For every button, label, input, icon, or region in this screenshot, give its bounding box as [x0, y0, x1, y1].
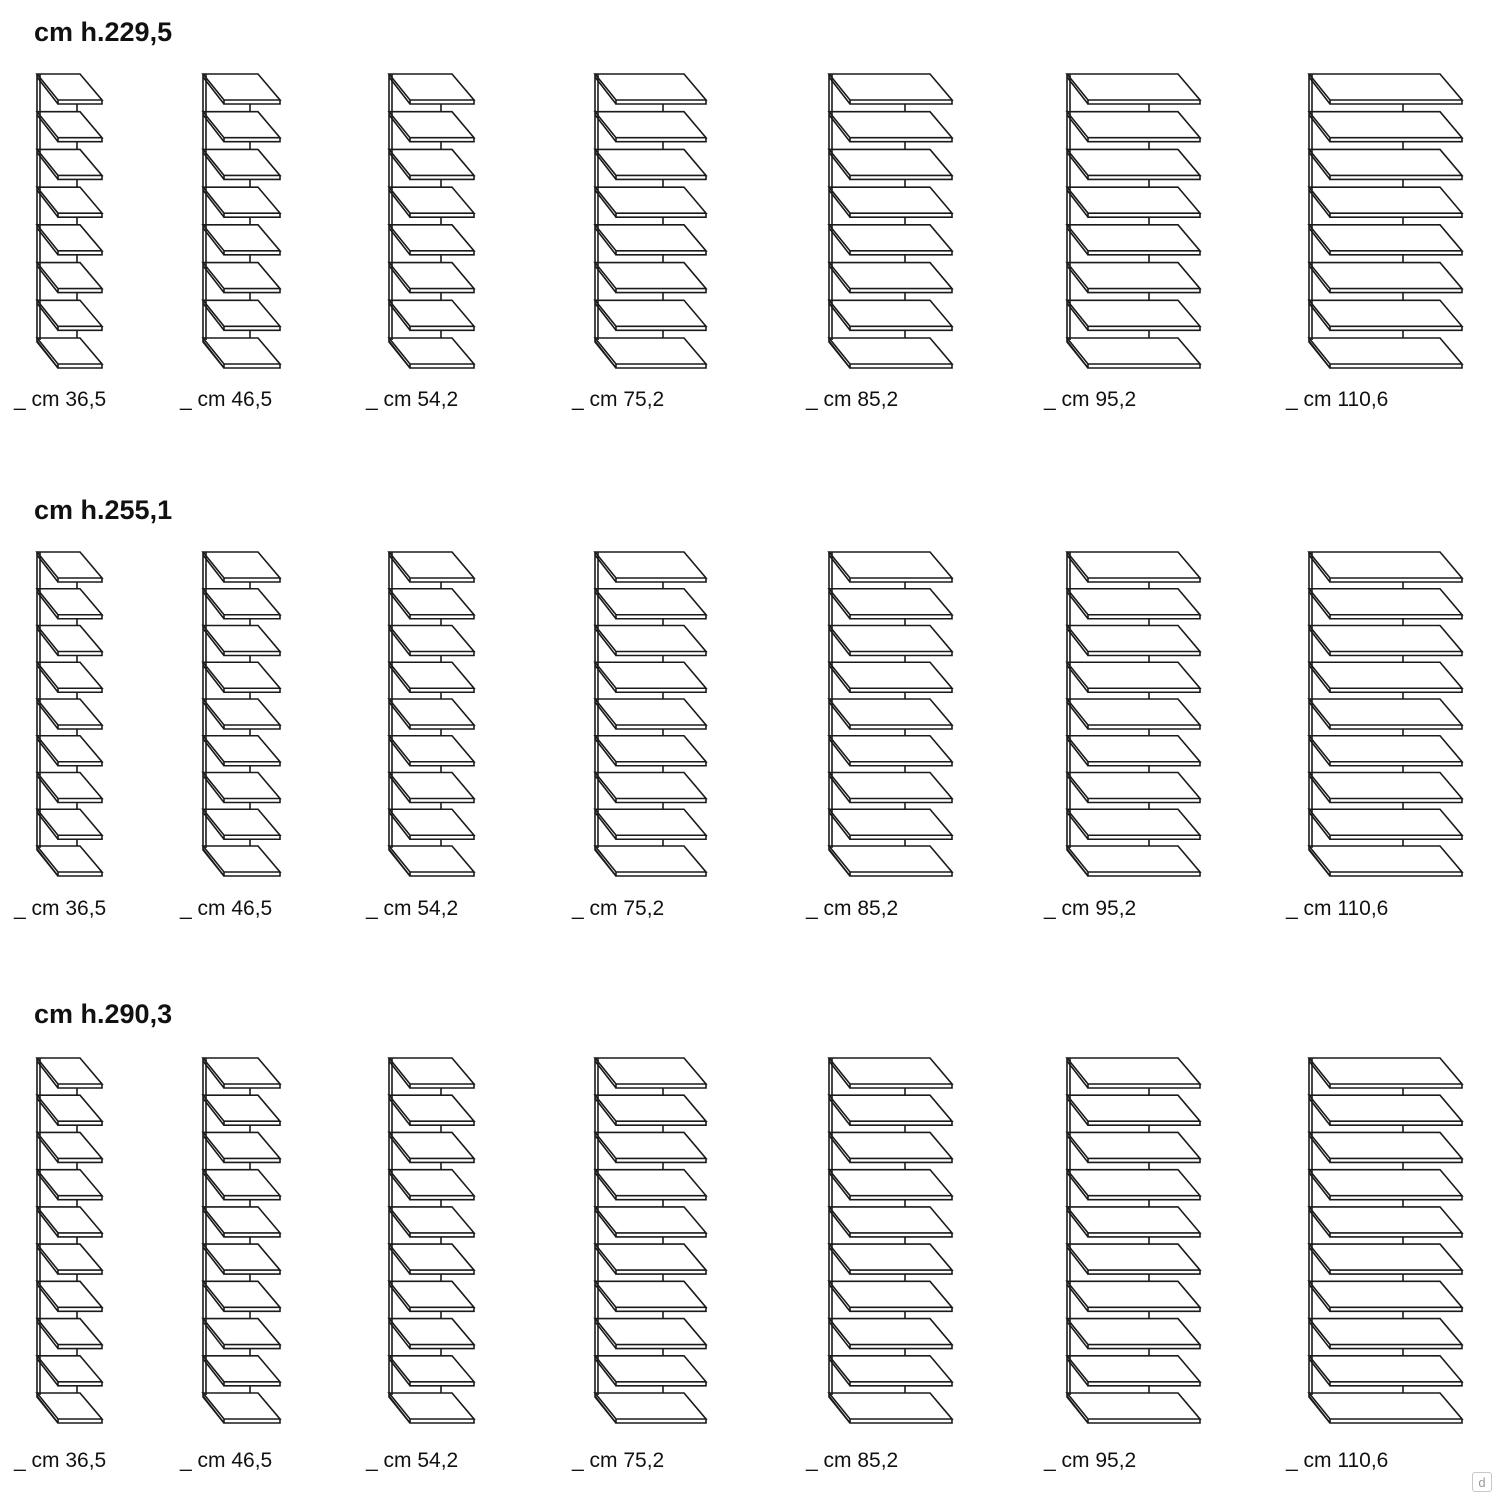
shelf-board	[595, 846, 706, 876]
shelf-board	[389, 1281, 474, 1311]
shelf-board	[37, 263, 102, 293]
shelf-unit-drawing	[388, 494, 478, 880]
shelf-board	[1067, 1281, 1200, 1311]
shelf-board	[595, 699, 706, 729]
shelf-board	[1309, 1170, 1462, 1200]
shelf-board	[203, 263, 280, 293]
shelf-frame	[203, 74, 280, 368]
shelf-board	[203, 1281, 280, 1311]
shelf-board	[389, 1058, 474, 1088]
shelf-board	[203, 338, 280, 368]
unit-width-label: _ cm 95,2	[1044, 897, 1137, 920]
shelf-board	[203, 1319, 280, 1349]
shelf-board	[37, 1132, 102, 1162]
shelf-board	[595, 773, 706, 803]
unit-width-label: _ cm 95,2	[1044, 1449, 1137, 1472]
shelf-unit-drawing	[388, 16, 478, 372]
shelf-board	[203, 1393, 280, 1423]
shelf-board	[1309, 809, 1462, 839]
shelf-frame	[203, 1058, 280, 1423]
shelf-board	[595, 1244, 706, 1274]
unit-width-label: _ cm 110,6	[1286, 1449, 1389, 1472]
shelf-board	[1309, 149, 1462, 179]
shelf-board	[1309, 187, 1462, 217]
shelf-frame	[389, 1058, 474, 1423]
shelf-board	[37, 1058, 102, 1088]
section-h290	[0, 998, 1500, 1478]
shelf-board	[203, 699, 280, 729]
shelf-board	[1309, 773, 1462, 803]
shelf-board	[1309, 300, 1462, 330]
section-title: cm h.290,3	[34, 999, 173, 1029]
unit-width-label: _ cm 75,2	[572, 1449, 665, 1472]
shelf-board	[203, 1207, 280, 1237]
shelf-board	[829, 699, 952, 729]
shelf-board	[37, 1393, 102, 1423]
shelf-frame	[829, 552, 952, 876]
shelf-board	[1309, 1393, 1462, 1423]
shelf-board	[389, 187, 474, 217]
shelf-unit-drawing	[36, 16, 106, 372]
shelf-board	[37, 1170, 102, 1200]
shelf-board	[389, 300, 474, 330]
shelf-board	[1067, 1095, 1200, 1125]
shelf-board	[37, 1319, 102, 1349]
shelf-frame	[389, 74, 474, 368]
shelf-board	[1067, 112, 1200, 142]
shelf-board	[389, 773, 474, 803]
shelf-board	[829, 846, 952, 876]
shelf-board	[595, 1207, 706, 1237]
unit-width-label: _ cm 46,5	[180, 388, 273, 411]
shelf-board	[203, 149, 280, 179]
unit-width-label: _ cm 110,6	[1286, 897, 1389, 920]
shelf-board	[203, 1095, 280, 1125]
shelf-unit-drawing	[36, 998, 106, 1427]
unit-width-label: _ cm 54,2	[366, 1449, 459, 1472]
shelf-board	[595, 662, 706, 692]
shelf-board	[829, 662, 952, 692]
shelf-frame	[1309, 552, 1462, 876]
shelf-board	[389, 263, 474, 293]
shelf-board	[37, 1356, 102, 1386]
shelf-board	[203, 225, 280, 255]
shelf-board	[595, 589, 706, 619]
shelf-board	[203, 662, 280, 692]
shelf-board	[829, 626, 952, 656]
shelf-board	[37, 846, 102, 876]
shelf-board	[1067, 662, 1200, 692]
shelf-board	[829, 1393, 952, 1423]
shelf-board	[389, 662, 474, 692]
shelf-board	[389, 1244, 474, 1274]
shelf-board	[1067, 1244, 1200, 1274]
shelf-frame	[1309, 1058, 1462, 1423]
shelf-board	[1067, 149, 1200, 179]
shelf-board	[1067, 773, 1200, 803]
shelf-board	[829, 736, 952, 766]
shelf-board	[829, 149, 952, 179]
unit-width-label: _ cm 95,2	[1044, 388, 1137, 411]
shelf-board	[389, 699, 474, 729]
shelf-board	[1067, 338, 1200, 368]
shelf-board	[203, 1356, 280, 1386]
shelf-board	[37, 773, 102, 803]
shelf-board	[595, 1356, 706, 1386]
shelf-frame	[1067, 552, 1200, 876]
shelf-board	[829, 263, 952, 293]
shelf-board	[389, 1207, 474, 1237]
shelf-board	[595, 225, 706, 255]
shelf-board	[389, 149, 474, 179]
unit-width-label: _ cm 46,5	[180, 1449, 273, 1472]
shelf-board	[37, 74, 102, 104]
shelf-board	[1067, 809, 1200, 839]
shelf-board	[389, 1319, 474, 1349]
shelf-frame	[595, 552, 706, 876]
shelf-board	[829, 589, 952, 619]
shelf-frame	[829, 74, 952, 368]
shelf-board	[37, 589, 102, 619]
shelf-frame	[1309, 74, 1462, 368]
shelf-board	[595, 300, 706, 330]
shelf-unit-drawing	[594, 16, 710, 372]
shelf-board	[37, 736, 102, 766]
shelf-board	[37, 662, 102, 692]
shelf-board	[1067, 1058, 1200, 1088]
unit-width-label: _ cm 36,5	[14, 1449, 107, 1472]
shelf-board	[1309, 1207, 1462, 1237]
shelf-board	[595, 626, 706, 656]
shelf-frame	[1067, 74, 1200, 368]
shelf-frame	[389, 552, 474, 876]
shelf-board	[203, 1058, 280, 1088]
shelf-board	[389, 1170, 474, 1200]
shelf-board	[37, 699, 102, 729]
shelf-unit-drawing	[594, 494, 710, 880]
shelf-board	[829, 809, 952, 839]
shelf-board	[1067, 300, 1200, 330]
shelf-board	[829, 1281, 952, 1311]
shelf-board	[595, 1393, 706, 1423]
shelf-board	[37, 112, 102, 142]
shelf-board	[595, 1058, 706, 1088]
shelf-board	[1309, 552, 1462, 582]
shelf-board	[203, 1244, 280, 1274]
shelf-board	[389, 1095, 474, 1125]
shelf-board	[1309, 74, 1462, 104]
unit-width-label: _ cm 85,2	[806, 1449, 899, 1472]
shelf-board	[595, 809, 706, 839]
shelf-unit-drawing	[388, 998, 478, 1427]
shelf-board	[203, 626, 280, 656]
shelf-unit-drawing	[202, 494, 284, 880]
shelf-board	[389, 225, 474, 255]
shelf-board	[595, 1319, 706, 1349]
unit-width-label: _ cm 75,2	[572, 388, 665, 411]
shelf-board	[1309, 699, 1462, 729]
shelf-board	[829, 1244, 952, 1274]
shelf-board	[203, 589, 280, 619]
shelf-board	[389, 112, 474, 142]
shelf-board	[37, 149, 102, 179]
shelf-board	[1309, 736, 1462, 766]
shelf-board	[829, 112, 952, 142]
shelf-board	[829, 1058, 952, 1088]
shelf-board	[1309, 662, 1462, 692]
shelf-board	[1309, 1244, 1462, 1274]
shelf-frame	[1067, 1058, 1200, 1423]
shelf-board	[37, 225, 102, 255]
shelf-board	[203, 74, 280, 104]
shelf-board	[203, 809, 280, 839]
shelf-board	[389, 552, 474, 582]
shelf-board	[1067, 225, 1200, 255]
shelf-unit-drawing	[828, 998, 956, 1427]
section-h255	[0, 494, 1500, 934]
shelf-board	[829, 552, 952, 582]
shelf-unit-drawing	[1066, 998, 1204, 1427]
shelf-board	[389, 74, 474, 104]
shelf-board	[595, 74, 706, 104]
shelf-board	[389, 809, 474, 839]
shelf-board	[37, 1281, 102, 1311]
shelf-board	[595, 736, 706, 766]
shelf-board	[389, 589, 474, 619]
shelf-board	[829, 225, 952, 255]
shelf-board	[1067, 1132, 1200, 1162]
section-title: cm h.229,5	[34, 17, 173, 47]
shelf-unit-drawing	[1066, 494, 1204, 880]
unit-width-label: _ cm 85,2	[806, 388, 899, 411]
shelf-unit-drawing	[828, 494, 956, 880]
shelf-board	[829, 773, 952, 803]
shelf-board	[595, 1132, 706, 1162]
shelf-board	[203, 736, 280, 766]
shelf-unit-drawing	[1308, 998, 1466, 1427]
shelf-board	[37, 552, 102, 582]
shelf-board	[1309, 1132, 1462, 1162]
section-h229	[0, 16, 1500, 426]
shelf-unit-drawing	[202, 998, 284, 1427]
shelf-board	[1067, 552, 1200, 582]
shelf-board	[37, 1095, 102, 1125]
shelf-board	[37, 338, 102, 368]
shelf-board	[389, 846, 474, 876]
shelf-board	[37, 1207, 102, 1237]
shelf-board	[1067, 1319, 1200, 1349]
shelf-board	[1309, 225, 1462, 255]
shelf-board	[1309, 846, 1462, 876]
shelf-unit-drawing	[594, 998, 710, 1427]
shelf-board	[203, 300, 280, 330]
shelf-board	[1067, 626, 1200, 656]
shelf-board	[1067, 589, 1200, 619]
shelf-board	[1309, 112, 1462, 142]
shelf-board	[595, 187, 706, 217]
shelf-board	[1067, 263, 1200, 293]
shelf-board	[37, 187, 102, 217]
unit-width-label: _ cm 36,5	[14, 388, 107, 411]
shelf-board	[595, 1170, 706, 1200]
shelf-board	[1067, 74, 1200, 104]
shelf-board	[203, 552, 280, 582]
shelf-board	[1309, 1058, 1462, 1088]
shelf-unit-drawing	[36, 494, 106, 880]
shelf-unit-drawing	[1308, 494, 1466, 880]
shelf-board	[829, 300, 952, 330]
shelf-unit-drawing	[1066, 16, 1204, 372]
shelf-board	[829, 74, 952, 104]
shelf-board	[1309, 1319, 1462, 1349]
shelf-board	[389, 338, 474, 368]
shelf-board	[829, 1132, 952, 1162]
shelf-unit-drawing	[828, 16, 956, 372]
shelf-frame	[37, 1058, 102, 1423]
shelf-board	[1067, 699, 1200, 729]
shelf-board	[829, 1319, 952, 1349]
shelf-board	[203, 1132, 280, 1162]
shelf-board	[1067, 1393, 1200, 1423]
shelf-board	[37, 300, 102, 330]
shelf-frame	[37, 74, 102, 368]
unit-width-label: _ cm 85,2	[806, 897, 899, 920]
shelf-board	[203, 846, 280, 876]
shelf-board	[37, 626, 102, 656]
shelf-board	[203, 1170, 280, 1200]
shelf-board	[829, 187, 952, 217]
shelf-board	[389, 736, 474, 766]
shelf-board	[1309, 1095, 1462, 1125]
shelf-board	[1067, 1207, 1200, 1237]
shelf-board	[595, 1281, 706, 1311]
unit-width-label: _ cm 46,5	[180, 897, 273, 920]
shelf-board	[1067, 846, 1200, 876]
shelf-board	[595, 552, 706, 582]
watermark-logo: d	[1472, 1472, 1492, 1492]
shelf-board	[37, 809, 102, 839]
shelf-unit-drawing	[202, 16, 284, 372]
shelf-board	[829, 1356, 952, 1386]
shelf-board	[595, 149, 706, 179]
shelf-board	[1067, 736, 1200, 766]
shelf-unit-drawing	[1308, 16, 1466, 372]
shelf-board	[829, 338, 952, 368]
shelf-board	[1309, 263, 1462, 293]
shelf-board	[595, 1095, 706, 1125]
shelf-frame	[595, 1058, 706, 1423]
shelf-frame	[829, 1058, 952, 1423]
shelf-board	[1309, 589, 1462, 619]
unit-width-label: _ cm 36,5	[14, 897, 107, 920]
unit-width-label: _ cm 110,6	[1286, 388, 1389, 411]
unit-width-label: _ cm 54,2	[366, 388, 459, 411]
shelf-board	[389, 626, 474, 656]
shelf-board	[595, 338, 706, 368]
shelf-board	[389, 1393, 474, 1423]
shelf-board	[203, 187, 280, 217]
shelf-board	[389, 1356, 474, 1386]
shelf-board	[203, 112, 280, 142]
shelf-board	[1309, 1356, 1462, 1386]
shelf-board	[595, 112, 706, 142]
shelf-board	[389, 1132, 474, 1162]
shelf-board	[203, 773, 280, 803]
shelf-board	[1309, 626, 1462, 656]
shelf-frame	[203, 552, 280, 876]
shelf-board	[1309, 1281, 1462, 1311]
shelf-board	[1309, 338, 1462, 368]
shelf-frame	[37, 552, 102, 876]
shelf-board	[1067, 187, 1200, 217]
shelf-board	[829, 1170, 952, 1200]
shelf-board	[37, 1244, 102, 1274]
unit-width-label: _ cm 54,2	[366, 897, 459, 920]
shelf-board	[829, 1095, 952, 1125]
shelf-frame	[595, 74, 706, 368]
shelf-board	[1067, 1170, 1200, 1200]
unit-width-label: _ cm 75,2	[572, 897, 665, 920]
shelf-board	[595, 263, 706, 293]
shelf-board	[1067, 1356, 1200, 1386]
shelf-board	[829, 1207, 952, 1237]
section-title: cm h.255,1	[34, 495, 173, 525]
